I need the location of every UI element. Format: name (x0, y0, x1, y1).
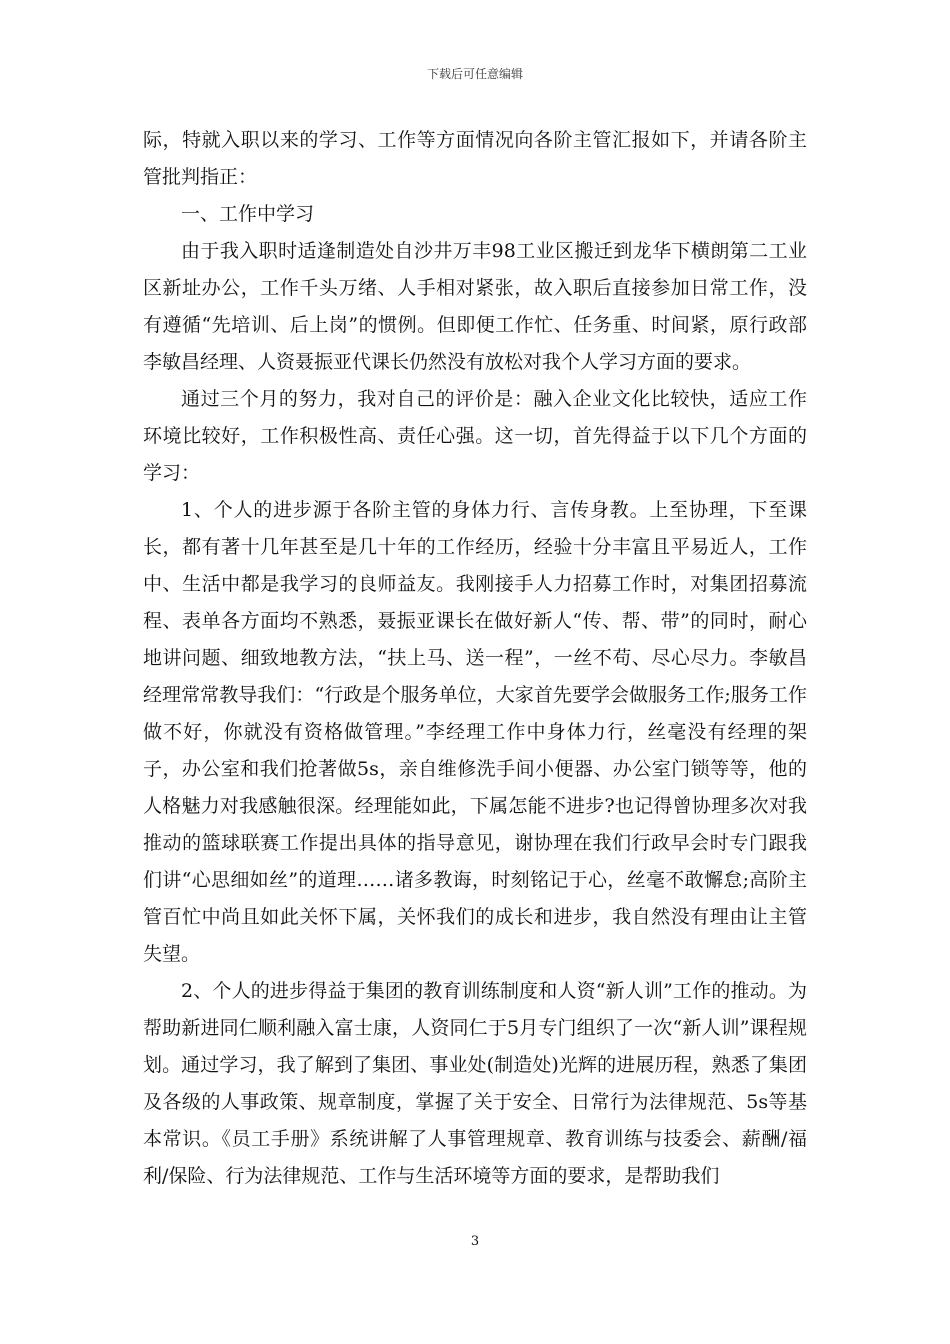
paragraph-item-1: 1、个人的进步源于各阶主管的身体力行、言传身教。上至协理，下至课长，都有著十几年甚至是几十年的工作经历，经验十分丰富且平易近人，工作中、生活中都是我学习的良师益友。我刚接手人力招募工作时，对集团招募流程、表单各方面均不熟悉，聂振亚课长在做好新人“传、帮、带”的同时，耐心地讲问题、细致地教方法，“扶上马、送一程”，一丝不苟、尽心尽力。李敏昌经理常常教导我们：“行政是个服务单位，大家首先要学会做服务工作;服务工作做不好，你就没有资格做管理。”李经理工作中身体力行，丝毫没有经理的架子，办公室和我们抢著做5s，亲自维修洗手间小便器、办公室门锁等等，他的人格魅力对我感触很深。经理能如此，下属怎能不进步?也记得曾协理多次对我推动的篮球联赛工作提出具体的指导意见，谢协理在我们行政早会时专门跟我们讲“心思细如丝”的道理……诸多教诲，时刻铭记于心，丝毫不敢懈怠;高阶主管百忙中尚且如此关怀下属，关怀我们的成长和进步，我自然没有理由让主管失望。 (143, 499, 807, 965)
page-number: 3 (470, 1234, 480, 1249)
section-heading: 一、工作中学习 (181, 203, 315, 225)
paragraph: 通过三个月的努力，我对自己的评价是：融入企业文化比较快，适应工作环境比较好，工作积极性高、责任心强。这一切，首先得益于以下几个方面的学习： (143, 388, 807, 484)
paragraph: 由于我入职时适逢制造处自沙井万丰98工业区搬迁到龙华下横朗第二工业区新址办公，工作千头万绪、人手相对紧张，故入职后直接参加日常工作，没有遵循“先培训、后上岗”的惯例。但即便工作忙、任务重、时间紧，原行政部李敏昌经理、人资聂振亚代课长仍然没有放松对我个人学习方面的要求。 (143, 240, 807, 373)
document-body (143, 122, 807, 1195)
page-header: 下载后可任意编辑 (426, 67, 523, 81)
paragraph-item-2: 2、个人的进步得益于集团的教育训练制度和人资“新人训”工作的推动。为帮助新进同仁顺利融入富士康，人资同仁于5月专门组织了一次“新人训”课程规划。通过学习，我了解到了集团、事业处(制造处)光辉的进展历程，熟悉了集团及各级的人事政策、规章制度，掌握了关于安全、日常行为法律规范、5s等基本常识。《员工手册》系统讲解了人事管理规章、教育训练与技委会、薪酬/福利/保险、行为法律规范、工作与生活环境等方面的要求，是帮助我们 (143, 980, 807, 1187)
paragraph-continuation: 际，特就入职以来的学习、工作等方面情况向各阶主管汇报如下，并请各阶主管批判指正： (143, 129, 807, 188)
